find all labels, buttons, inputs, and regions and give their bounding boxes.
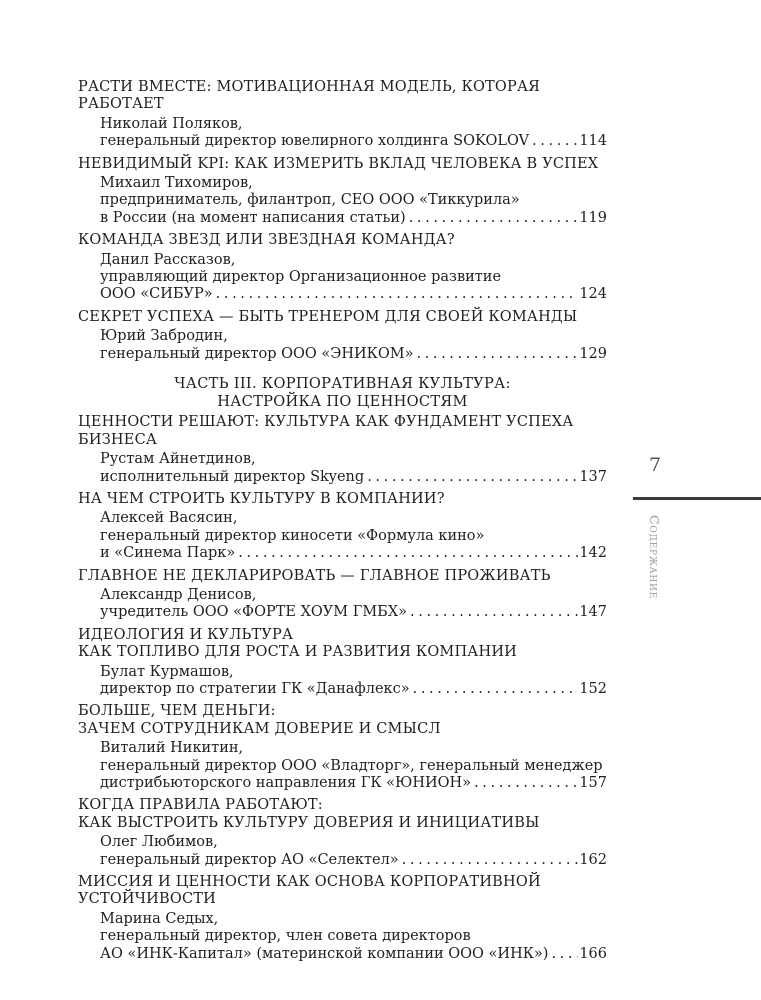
entry-title: ЗАЧЕМ СОТРУДНИКАМ ДОВЕРИЕ И СМЫСЛ — [78, 720, 441, 737]
entry-role-line — [100, 133, 607, 150]
toc-entry — [78, 797, 607, 869]
entry-role: генеральный директор АО «Селектел» — [100, 851, 399, 868]
entry-author-block — [100, 587, 607, 622]
part-header — [78, 375, 607, 410]
entry-author-block — [100, 116, 607, 151]
entry-author-block — [100, 510, 607, 562]
entry-author-block — [100, 175, 607, 227]
toc-entry — [78, 874, 607, 963]
dot-leader — [532, 133, 578, 150]
entry-author: Марина Седых, — [100, 910, 219, 927]
toc-entry — [78, 232, 607, 304]
entry-role: учредитель ООО «ФОРТЕ ХОУМ ГМБХ» — [100, 604, 408, 621]
entry-role: генеральный директор ООО «ЭНИКОМ» — [100, 345, 414, 362]
entry-title: ИДЕОЛОГИЯ И КУЛЬТУРА — [78, 626, 294, 643]
dot-leader — [551, 946, 578, 963]
entry-author: Михаил Тихомиров, — [100, 175, 253, 192]
entry-author: Николай Поляков, — [100, 115, 243, 132]
entry-title: МИССИЯ И ЦЕННОСТИ КАК ОСНОВА КОРПОРАТИВНОЙ — [78, 874, 541, 891]
entry-page-number: 129 — [579, 345, 607, 362]
entry-author-block — [100, 451, 607, 486]
dot-leader — [413, 681, 579, 698]
dot-leader — [474, 775, 578, 792]
toc-entry — [78, 414, 607, 486]
entry-role-line — [100, 545, 607, 562]
entry-title: ГЛАВНОЕ НЕ ДЕКЛАРИРОВАТЬ — ГЛАВНОЕ ПРОЖИВАТЬ — [78, 567, 551, 584]
entry-author-block — [100, 911, 607, 963]
entry-title: ЦЕННОСТИ РЕШАЮТ: КУЛЬТУРА КАК ФУНДАМЕНТ УСПЕХА — [78, 414, 574, 431]
entry-role-line — [100, 346, 607, 363]
entry-author-block — [100, 328, 607, 363]
dot-leader — [409, 210, 579, 227]
entry-author-block — [100, 252, 607, 304]
entry-title: УСТОЙЧИВОСТИ — [78, 891, 216, 908]
entry-author-block — [100, 740, 607, 792]
part-header-line: НАСТРОЙКА ПО ЦЕННОСТЯМ — [217, 392, 468, 410]
entry-author: Александр Денисов, — [100, 586, 257, 603]
entry-role-line — [100, 946, 607, 963]
entry-role: генеральный директор, член совета директоров — [100, 928, 471, 945]
entry-page-number: 114 — [579, 133, 607, 150]
entry-page-number: 157 — [579, 775, 607, 791]
dot-leader — [216, 286, 579, 303]
dot-leader — [402, 852, 579, 869]
entry-author-block — [100, 834, 607, 869]
dot-leader — [416, 346, 578, 363]
toc-entry — [78, 568, 607, 622]
entry-page-number: 142 — [579, 545, 607, 562]
entry-role: директор по стратегии ГК «Данафлекс» — [100, 680, 410, 697]
entry-role: генеральный директор ООО «Владторг», генеральный менеджер — [100, 757, 603, 774]
toc-entry — [78, 156, 607, 228]
entry-role-line — [100, 852, 607, 869]
entry-title: РАСТИ ВМЕСТЕ: МОТИВАЦИОННАЯ МОДЕЛЬ, КОТОРАЯ — [78, 79, 541, 95]
entry-role: управляющий директор Организационное развитие — [100, 269, 502, 286]
entry-author: Виталий Никитин, — [100, 740, 244, 757]
entry-title: НА ЧЕМ СТРОИТЬ КУЛЬТУРУ В КОМПАНИИ? — [78, 490, 445, 507]
entry-role: АО «ИНК-Капитал» (материнской компании ООО «ИНК») — [100, 945, 549, 962]
toc-entry — [78, 309, 607, 363]
entry-author: Данил Рассказов, — [100, 251, 236, 268]
entry-role: дистрибьюторского направления ГК «ЮНИОН» — [100, 775, 472, 791]
entry-author-block — [100, 664, 607, 699]
entry-role-line — [100, 286, 607, 303]
entry-role: генеральный директор ювелирного холдинга SOKOLOV — [100, 133, 530, 150]
entry-role: исполнительный директор Skyeng — [100, 468, 365, 485]
entry-author: Булат Курмашов, — [100, 663, 234, 680]
margin-label-vertical: Содержание — [647, 515, 662, 600]
folio-page-number: 7 — [648, 454, 662, 476]
entry-title: КАК ВЫСТРОИТЬ КУЛЬТУРУ ДОВЕРИЯ И ИНИЦИАТИВЫ — [78, 814, 540, 831]
toc-entry — [78, 703, 607, 792]
table-of-contents — [78, 79, 607, 963]
entry-role-line — [100, 604, 607, 621]
entry-role: в России (на момент написания статьи) — [100, 209, 406, 226]
toc-entry — [78, 79, 607, 151]
entry-title: РАБОТАЕТ — [78, 96, 164, 113]
entry-title: КОГДА ПРАВИЛА РАБОТАЮТ: — [78, 797, 323, 814]
part-header-line: ЧАСТЬ III. КОРПОРАТИВНАЯ КУЛЬТУРА: — [174, 375, 511, 393]
entry-role-line — [100, 775, 607, 792]
dot-leader — [410, 604, 578, 621]
entry-role: и «Синема Парк» — [100, 545, 236, 562]
entry-role-line — [100, 210, 607, 227]
toc-entry — [78, 491, 607, 563]
entry-page-number: 162 — [579, 851, 607, 868]
entry-page-number: 147 — [579, 604, 607, 621]
entry-title: КАК ТОПЛИВО ДЛЯ РОСТА И РАЗВИТИЯ КОМПАНИИ — [78, 644, 518, 661]
entry-role-line — [100, 469, 607, 486]
entry-author: Олег Любимов, — [100, 834, 218, 851]
entry-page-number: 119 — [579, 209, 607, 226]
entry-title: СЕКРЕТ УСПЕХА — БЫТЬ ТРЕНЕРОМ ДЛЯ СВОЕЙ КОМАНДЫ — [78, 308, 578, 325]
entry-role-line — [100, 681, 607, 698]
entry-page-number: 124 — [579, 286, 607, 303]
entry-title: НЕВИДИМЫЙ KPI: КАК ИЗМЕРИТЬ ВКЛАД ЧЕЛОВЕКА В УСПЕХ — [78, 155, 599, 172]
entry-author: Юрий Забродин, — [100, 328, 228, 345]
entry-role: генеральный директор киносети «Формула кино» — [100, 527, 485, 544]
entry-page-number: 166 — [579, 945, 607, 962]
margin-rule — [633, 497, 761, 500]
entry-title: КОМАНДА ЗВЕЗД ИЛИ ЗВЕЗДНАЯ КОМАНДА? — [78, 232, 455, 249]
entry-author: Рустам Айнетдинов, — [100, 451, 256, 468]
entry-title: БИЗНЕСА — [78, 431, 158, 448]
entry-page-number: 137 — [579, 468, 607, 485]
dot-leader — [238, 545, 578, 562]
entry-page-number: 152 — [579, 680, 607, 697]
entry-author: Алексей Васясин, — [100, 510, 238, 527]
entry-title: БОЛЬШЕ, ЧЕМ ДЕНЬГИ: — [78, 703, 276, 720]
dot-leader — [367, 469, 578, 486]
entry-role: ООО «СИБУР» — [100, 286, 213, 303]
entry-role: предприниматель, филантроп, CEO ООО «Тиккурила» — [100, 192, 520, 209]
toc-entry — [78, 627, 607, 699]
